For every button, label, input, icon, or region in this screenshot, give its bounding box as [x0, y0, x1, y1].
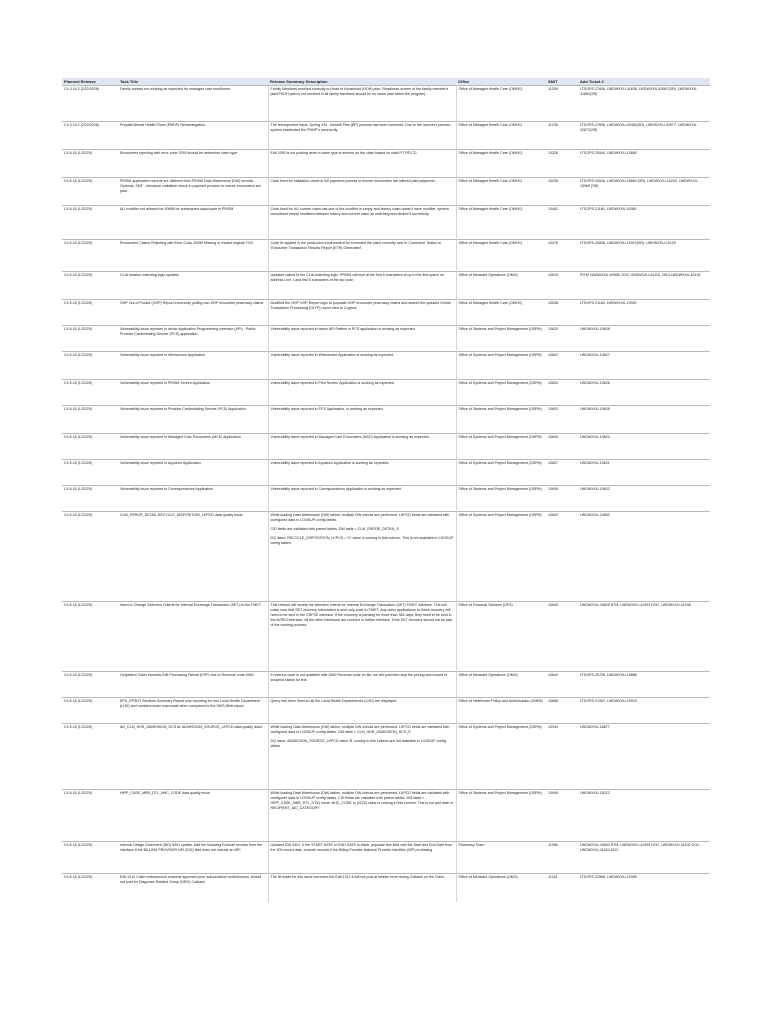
cell-planned-release: C4 6.18 (1/22/25)	[62, 672, 118, 698]
cell-smit: 10603	[546, 380, 578, 406]
description-paragraph: Updated claims to the CLIA matching logic. PRISM will look at the first 5 characters of up to the first space on address Line 1 and first 5 characters of the zip code.	[270, 273, 444, 282]
cell-planned-release: C4 6.18 (1/22/25)	[62, 272, 118, 300]
cell-smit: 11116	[546, 874, 578, 902]
column-header-smit: SMIT	[546, 78, 578, 86]
release-table	[62, 78, 710, 902]
cell-office: Office of Systems and Project Management (OSPM)	[456, 512, 546, 602]
cell-smit: 10476	[546, 240, 578, 272]
cell-add-ticket: LWDWXXU-19825	[578, 406, 710, 434]
cell-office: Office of Systems and Project Management (OSPM)	[456, 380, 546, 406]
cell-smit: 10946	[546, 790, 578, 842]
cell-add-ticket: LWDWXXU-18222	[578, 790, 710, 842]
description-paragraph: Updated IDD 5401. If the START DATE or END DATE is blank, populate this field with the Start and End Date from the 300 record date, exclude records if the Billing Provider National Provider Identifier (NPI) is missing.	[270, 843, 453, 852]
column-header-release: Planned Release	[62, 78, 118, 86]
cell-task-title: HIPP_CASE_MBR_DTL_NHC_CODE data quality issue	[118, 790, 268, 842]
cell-planned-release: C4 6.18 (1/22/25)	[62, 724, 118, 790]
table-row	[62, 874, 710, 902]
cell-add-ticket: LTSOPS-27846, LWDWXXU-41636, LWDWXXU-42667(SR), LWDWXXU-41881(SR)	[578, 86, 710, 122]
table-row	[62, 512, 710, 602]
description-paragraph: Vulnerability issue reported in Managed Care Encounters (MCE) Application is working as expected.	[270, 435, 430, 439]
cell-task-title: PRISM application records are different than PRISM Data Warehouse (DW) records - Optional. SMF - Introduce validation check in payment process to ensure encounters are paid.	[118, 178, 268, 206]
cell-description	[268, 672, 456, 698]
cell-task-title: Encounters rejecting with error code 2093 should be determine claim type.	[118, 150, 268, 178]
table-row	[62, 122, 710, 150]
cell-task-title: ALI modifier not allowed for 90898 for subsequent days/cycle in PRISM	[118, 206, 268, 240]
cell-description	[268, 178, 456, 206]
table-row	[62, 300, 710, 326]
cell-smit: 10632	[546, 512, 578, 602]
cell-description	[268, 352, 456, 380]
cell-add-ticket: LTSOPS-20540, LWDWXXU-13680	[578, 150, 710, 178]
cell-description	[268, 150, 456, 178]
cell-add-ticket: LWDWXXU-19827	[578, 352, 710, 380]
cell-smit: 11056	[546, 842, 578, 874]
cell-add-ticket: LWDWXXU-19828	[578, 326, 710, 352]
cell-smit: 10640	[546, 672, 578, 698]
cell-task-title: Outpatient Claim exceeds Edit Processing Failure (EPF) due to Revenue code 0460.	[118, 672, 268, 698]
cell-office: Office of Systems and Project Management (OSPM)	[456, 790, 546, 842]
cell-office: Pharmacy Team	[456, 842, 546, 874]
cell-office: Office of Systems and Project Management (OSPM)	[456, 406, 546, 434]
table-row	[62, 724, 710, 790]
cell-planned-release: C4 6.18 (1/22/25)	[62, 874, 118, 902]
description-paragraph: The retrospective issue, During 934 - Benefit Plan (BP) process has been corrected. Due to the incorrect process system inactivated the PMHP's incorrectly.	[270, 123, 451, 132]
cell-planned-release: C4 6.18 (1/22/25)	[62, 406, 118, 434]
cell-smit: 10602	[546, 352, 578, 380]
description-paragraph: Vulnerability issue reported in Wireservice Application is working as expected.	[270, 353, 395, 357]
cell-office: Office of Managed Health Care (OMHC)	[456, 300, 546, 326]
cell-add-ticket: LTSOPS-20646, LWDWXXU-18864 (SR), LWDWXXU-16243, LWDWXXU-13969 (SR)	[578, 178, 710, 206]
description-paragraph: While loading Data Warehouse (DW) tables, multiple DW checks are performed. LKPCD fields are validated with configured data in LOOKUP config tables. CID fields are validated with parent tables. DW table = HIPP_CASE_MBR_DTL_S DQ issue: NHC_CODE in (0222) value is coming in this column. This is not and date in RECIPIENT_AID_CATEGORY	[270, 791, 453, 810]
cell-smit: 10607	[546, 460, 578, 486]
cell-add-ticket: LTSOPS-21161, LWDWXXU-19380	[578, 206, 710, 240]
cell-description	[268, 122, 456, 150]
cell-planned-release: C4 6.18 (1/22/25)	[62, 178, 118, 206]
cell-description	[268, 86, 456, 122]
cell-task-title: CLM_ERROR_DETAIL RECYCLE_DISPOSITION_LKPCD data quality issue	[118, 512, 268, 602]
cell-task-title: Vulnerability issue reported in Managed Care Encounters (MCE) Application	[118, 434, 268, 460]
table-row	[62, 150, 710, 178]
table-row	[62, 206, 710, 240]
description-paragraph: Vulnerability issue reported in Appstore Application is working as expected.	[270, 461, 390, 465]
cell-office: Office of Managed Health Care (OMHC)	[456, 240, 546, 272]
description-paragraph: Edit 2093 is not posting when a claim type is derived on the claim based on valid PT RP-CD.	[270, 151, 418, 155]
cell-planned-release: C4 6.18 (1/22/25)	[62, 602, 118, 672]
cell-planned-release: C4 6.18 (1/22/25)	[62, 512, 118, 602]
description-paragraph: Modified the OHP OOP Report logic to populate OHP encounter pharmacy claims and shared the updated Online Transaction Processing (OLTP) report view to Cognos.	[270, 301, 451, 310]
cell-add-ticket: LWDWXXU-19821	[578, 460, 710, 486]
cell-task-title: Vulnerability issue reported in Wireservice Application	[118, 352, 268, 380]
cell-description	[268, 874, 456, 902]
cell-smit: 10538	[546, 300, 578, 326]
description-paragraph: The fix made for this issue corrected the Edit 1312 it will not post at header level during Cutback on the Claim.	[270, 875, 446, 879]
cell-smit: 10666	[546, 698, 578, 724]
cell-description	[268, 460, 456, 486]
description-paragraph: DQ issue: RECYCLE_DISPOSITION_LKPCD = 'D' value is coming in this column. This is not available in LOOKUP config tables.	[270, 536, 454, 545]
cell-add-ticket: LTSOPS-21160, LWDWXXU-19359	[578, 300, 710, 326]
cell-office: Office of Systems and Project Management (OSPM)	[456, 486, 546, 512]
table-row	[62, 406, 710, 434]
cell-smit: 10944	[546, 724, 578, 790]
cell-smit: 10328	[546, 150, 578, 178]
cell-planned-release: C4 3.16.2 (2/22/2026)	[62, 122, 118, 150]
cell-planned-release: C4 3.16.2 (2/22/2026)	[62, 86, 118, 122]
cell-office: Office of Financial Services (OFS)	[456, 602, 546, 672]
cell-office: Office of Managed Health Care (OMHC)	[456, 150, 546, 178]
cell-add-ticket: LWDWXXU-19824	[578, 434, 710, 460]
description-paragraph: Vulnerability issue reported in below API Pattern in PCS application is working as expected.	[270, 327, 416, 331]
table-row	[62, 434, 710, 460]
cell-task-title: Vulnerability issue reported in Correspondence Application	[118, 486, 268, 512]
table-body	[62, 86, 710, 902]
cell-smit: 10462	[546, 206, 578, 240]
table-row	[62, 240, 710, 272]
column-header-task: Task Title	[118, 78, 268, 86]
cell-smit: 10606	[546, 486, 578, 512]
cell-description	[268, 326, 456, 352]
table-row	[62, 326, 710, 352]
description-paragraph: Family Members enrolled correctly to Head of Household (HOH) plan. Readiness screen of the family member's plan/PHOH plan is not enrolled in all family members should be on same plan within the program).	[270, 87, 449, 96]
cell-planned-release: C4 6.18 (1/22/25)	[62, 326, 118, 352]
column-header-description: Release Summary Description	[268, 78, 456, 86]
cell-smit: 10649	[546, 602, 578, 672]
cell-add-ticket: LTSOPS-27696, LWDWXXU-42482(SR), LWDWXXU-42977, LWDWXXU-42872(SR)	[578, 122, 710, 150]
cell-task-title: Prepaid Mental Health Plans (PMHP) Reinvestigation	[118, 122, 268, 150]
cell-task-title: Vulnerability issue reported in Appstore Application	[118, 460, 268, 486]
cell-task-title: CLIA location matching logic updates	[118, 272, 268, 300]
cell-task-title: Edit 1312 Claim units/amount exceeds approved prior authorization units/amount, should not post for Diagnosis Related Group (DRG) Cutback	[118, 874, 268, 902]
table-row	[62, 380, 710, 406]
cell-planned-release: C4 6.18 (1/22/25)	[62, 486, 118, 512]
description-paragraph: DQ issue: ADMISSION_SOURCE_LKPCD value 'B' coming in this column are not available in LOOKUP config tables.	[270, 739, 447, 748]
cell-smit: 11236	[546, 122, 578, 150]
cell-smit: 10206	[546, 178, 578, 206]
cell-task-title: EPS_EPSDT Services Summary Report only reporting for one Local Health Department (LHD) and numbers seem inaccurate when compared to the OMS-Web report	[118, 698, 268, 724]
cell-office: Office of Healthcare Policy and Authorization (OHPA)	[456, 698, 546, 724]
cell-add-ticket: LWDWXXU-44825 RTM, LWDWXXU-41093 DOC, LWDWXXU-41038	[578, 602, 710, 672]
description-paragraph: While loading Data Warehouse (DW) tables, multiple DW checks are performed. LKPCD fields are validated with configured data in LOOKUP config tables.	[270, 513, 450, 522]
description-paragraph: This release will modify the selection criteria for Internal Exchange Transaction (SET) FHIET interface. This will make sure that SET recovery information is sent only once to FHIET. Any claim applications to these recovery will need to be sent in the CRFSE interface. If the recovery is pending for more than 364 days, they need to be sent in the AVSE3 interface. All the other interfaces are covered in further interface, if the SET recovery should not be part of the existing process.	[270, 603, 453, 627]
cell-office: Office of Systems and Project Management (OSPM)	[456, 326, 546, 352]
table-row	[62, 698, 710, 724]
cell-office: Office of Managed Health Care (OMHC)	[456, 86, 546, 122]
table-row	[62, 790, 710, 842]
cell-description	[268, 512, 456, 602]
cell-planned-release: C4 6.18 (1/22/25)	[62, 698, 118, 724]
cell-description	[268, 240, 456, 272]
table-row	[62, 178, 710, 206]
table-row	[62, 602, 710, 672]
cell-planned-release: C4 6.18 (1/22/25)	[62, 240, 118, 272]
cell-task-title: Vulnerability issue reported in below Application Programming Interface (API) - Public Provider Credentialing Service (PCS) application.	[118, 326, 268, 352]
cell-planned-release: C4 6.18 (1/22/25)	[62, 380, 118, 406]
cell-description	[268, 602, 456, 672]
table-row	[62, 86, 710, 122]
table-row	[62, 460, 710, 486]
cell-planned-release: C4 6.18 (1/22/25)	[62, 434, 118, 460]
description-paragraph: While loading Data Warehouse (DW) tables, multiple DW checks are performed. LKPCD fields are validated with configured data in LOOKUP config tables. DW table = CLM_HDR_ADMISSION_DCS_S	[270, 725, 450, 734]
cell-office: Office of Managed Health Care (OMHC)	[456, 122, 546, 150]
cell-planned-release: C4 6.18 (1/22/25)	[62, 150, 118, 178]
table-row	[62, 272, 710, 300]
cell-description	[268, 842, 456, 874]
cell-planned-release: C4 6.18 (1/22/25)	[62, 352, 118, 380]
cell-description	[268, 790, 456, 842]
cell-add-ticket: LTSOPS-22566, LWDWXXU-19359	[578, 874, 710, 902]
cell-task-title: Family contact not working as expected for managed care enrollment	[118, 86, 268, 122]
cell-add-ticket: LWDWXXU-19822	[578, 486, 710, 512]
cell-smit: 11206	[546, 86, 578, 122]
cell-task-title: AD_CLM_HDR_ADMISSION_DCS AL ADMISSION_SOURCE_LKPCD data quality issue	[118, 724, 268, 790]
release-notes-sheet	[62, 78, 710, 902]
cell-description	[268, 434, 456, 460]
cell-office: Office of Systems and Project Management (OSPM)	[456, 724, 546, 790]
description-paragraph: Vulnerability issue reported in Print Screen Application is working as expected.	[270, 381, 396, 385]
cell-planned-release: C4 6.18 (1/22/25)	[62, 460, 118, 486]
column-header-office: Office	[456, 78, 546, 86]
cell-smit: 10606	[546, 434, 578, 460]
description-paragraph: Vulnerability issue reported in Correspondence Application is working as expected	[270, 487, 401, 491]
cell-description	[268, 698, 456, 724]
cell-description	[268, 380, 456, 406]
cell-description	[268, 206, 456, 240]
description-paragraph: Code fix applied in the production environment for corrected the claim correctly and 'In Correction' Status to 'Encounter Transaction Results Report (ETR) Generated'.	[270, 241, 441, 250]
cell-description	[268, 406, 456, 434]
table-row	[62, 486, 710, 512]
cell-office: Office of Managed Health Care (OMHC)	[456, 178, 546, 206]
cell-add-ticket: LWDWXXU-44833 RTM, LWDWXXU-41095 DOC, LWDWXXU-41100 DOC, LWDWXXU-41624 DOC	[578, 842, 710, 874]
description-paragraph: Code fixed for validation check in full payment process to ensure encounters are without paid payments.	[270, 179, 436, 183]
cell-add-ticket: LWDWXXU-19826	[578, 380, 710, 406]
cell-add-ticket: LTSOPS-21502, LWDWXXU-19929	[578, 698, 710, 724]
cell-add-ticket: LWDWXXU-18877	[578, 724, 710, 790]
table-row	[62, 672, 710, 698]
cell-office: Office of Medicaid Operations (OMO)	[456, 874, 546, 902]
table-header-row	[62, 78, 710, 86]
cell-task-title: OHP Out of Pocket (OOP) Report incorrectly pulling non-OHP encounter pharmacy claims	[118, 300, 268, 326]
cell-task-title: Need to Change Selection Criteria for Internal Exchange Transaction (SET) to the FHIET	[118, 602, 268, 672]
table-row	[62, 842, 710, 874]
cell-office: Office of Medicaid Operations (OMO)	[456, 672, 546, 698]
cell-planned-release: C4 6.18 (1/22/25)	[62, 300, 118, 326]
cell-add-ticket: RITM LWDWXXU-40998, DOC LWDWXXU-43118, 2914 LWDWXXU-43134	[578, 272, 710, 300]
cell-smit: 10603	[546, 406, 578, 434]
column-header-add-ticket: Add Ticket #	[578, 78, 710, 86]
cell-planned-release: C4 6.18 (1/22/25)	[62, 790, 118, 842]
cell-add-ticket: LWDWXXU-19800	[578, 512, 710, 602]
description-paragraph: CID fields are validated with parent tables. DW table = CLM_ERROR_DETAIL_S	[270, 527, 399, 531]
cell-description	[268, 724, 456, 790]
cell-office: Office of Systems and Project Management (OSPM)	[456, 352, 546, 380]
cell-description	[268, 300, 456, 326]
cell-task-title: Vulnerability issue reported in Provider Credentialing Service (PCS) Application	[118, 406, 268, 434]
cell-planned-release: C4 6.18 (1/22/25)	[62, 842, 118, 874]
cell-office: Office of Systems and Project Management (OSPM)	[456, 460, 546, 486]
cell-smit: 10620	[546, 326, 578, 352]
cell-add-ticket: LTSOPS-20838, LWDWXXU-19010(SR), LWDWXXU-19120	[578, 240, 710, 272]
description-paragraph: If revenue code is not available with 2690 Revenue code on file, we will post then skip the pricing and moved to suspend status for line.	[270, 673, 448, 682]
cell-office: Office of Systems and Project Management (OSPM)	[456, 434, 546, 460]
cell-description	[268, 486, 456, 512]
cell-office: Office of Medicaid Operations (OMO)	[456, 272, 546, 300]
description-paragraph: Query has been fixed so all the Local Health Department's (LHD) are displayed.	[270, 699, 398, 703]
cell-smit: 10615	[546, 272, 578, 300]
table-row	[62, 352, 710, 380]
cell-description	[268, 272, 456, 300]
cell-task-title: Vulnerability issue reported in PRISM Screen Application	[118, 380, 268, 406]
description-paragraph: Code fixed for ALI current claim has one of the modifier is empty and history claim doesn't have modifier, system considered empty modifiers between history and current claim as matching and denied it incorrectly.	[270, 207, 449, 216]
description-paragraph: Vulnerability issue reported in PCS Application, is working as expected.	[270, 407, 384, 411]
cell-planned-release: C4 6.18 (1/22/25)	[62, 206, 118, 240]
cell-task-title: Encounters Claims Rejecting with Error Code 20090 Missing or Invalid original TCN	[118, 240, 268, 272]
cell-task-title: Internal Design Document (IDD) 5401 update, Add the following Exclude records from the interface if the BILLING PROVIDER NPI (IDD) field does not include an NPI	[118, 842, 268, 874]
cell-office: Office of Managed Health Care (OMHC)	[456, 206, 546, 240]
cell-add-ticket: LTSOPS-20735, LWDWXXU-19886	[578, 672, 710, 698]
